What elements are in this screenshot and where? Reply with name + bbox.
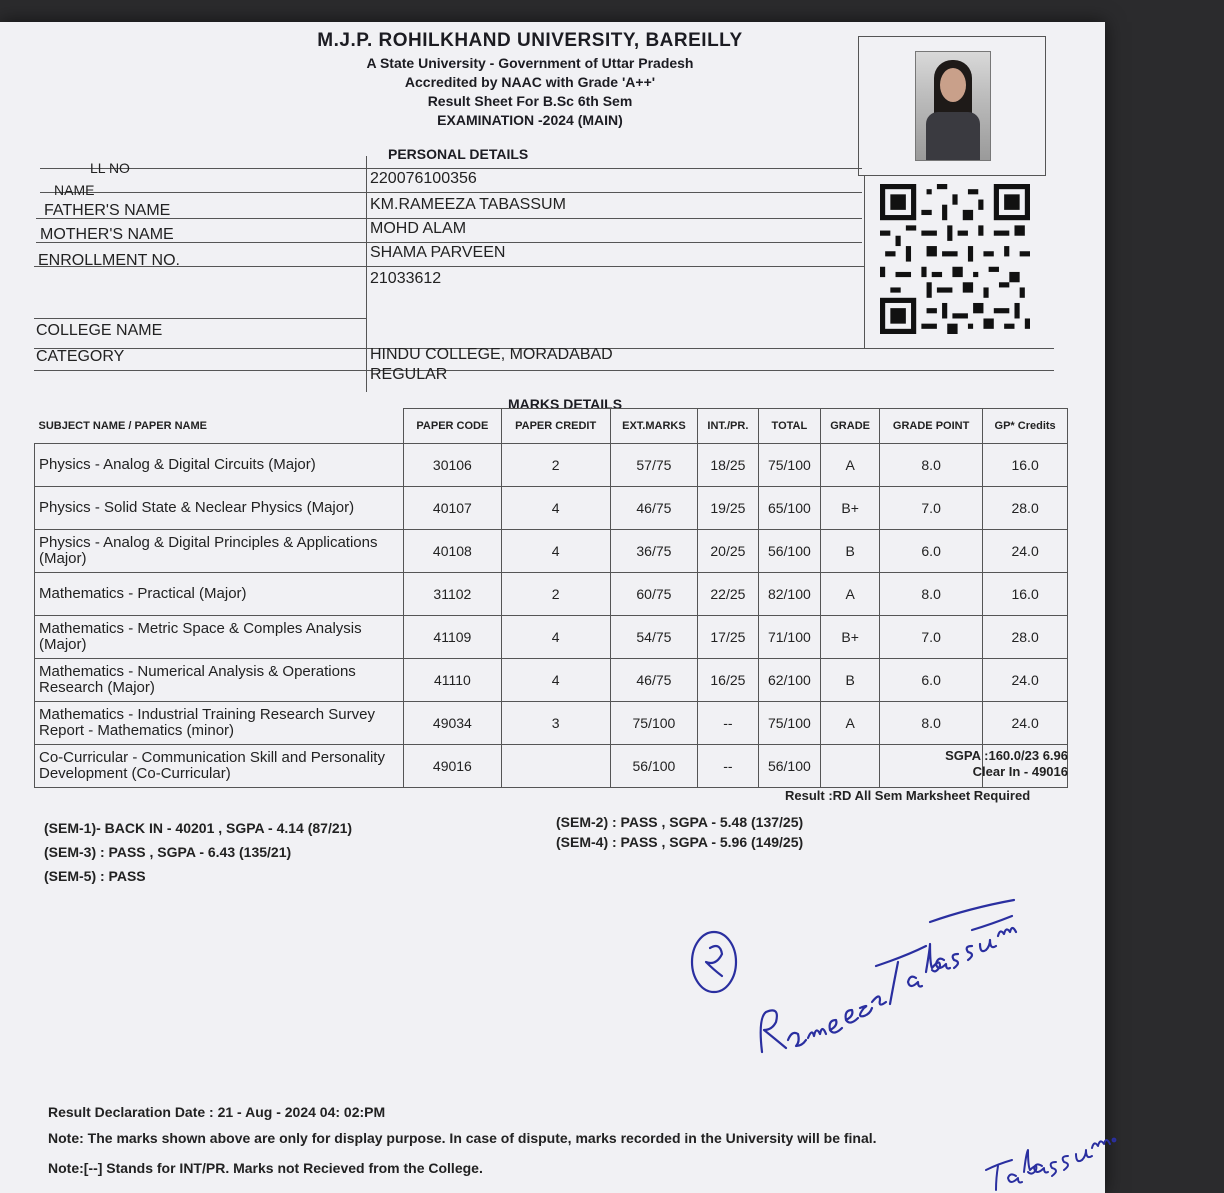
total-marks: 71/100: [758, 616, 821, 659]
int-marks: 20/25: [698, 530, 758, 573]
corner-signature-image: [980, 1124, 1120, 1193]
divider: [34, 370, 1054, 371]
sem-5-result: (SEM-5) : PASS: [44, 868, 146, 884]
mother-name-label: MOTHER'S NAME: [40, 226, 174, 243]
grade-point: 8.0: [880, 573, 983, 616]
int-marks: 22/25: [698, 573, 758, 616]
paper-code: 41110: [404, 659, 502, 702]
total-marks: 82/100: [758, 573, 821, 616]
student-photo: [915, 51, 991, 161]
note-int-pr: Note:[--] Stands for INT/PR. Marks not Recieved from the College.: [48, 1160, 483, 1176]
clear-in-value: Clear In - 49016: [972, 764, 1068, 779]
sem-3-result: (SEM-3) : PASS , SGPA - 6.43 (135/21): [44, 844, 292, 860]
table-row: [35, 530, 1068, 573]
paper-code: 30106: [404, 444, 502, 487]
paper-credit: 2: [501, 573, 610, 616]
gp-credits: 28.0: [983, 616, 1068, 659]
gp-credits: 28.0: [983, 487, 1068, 530]
student-photo-box: [858, 36, 1046, 176]
grade-point: 8.0: [880, 444, 983, 487]
table-row: [35, 702, 1068, 745]
ext-marks: 60/75: [610, 573, 698, 616]
paper-code: 40108: [404, 530, 502, 573]
grade-point: 7.0: [880, 616, 983, 659]
grade: B: [821, 530, 880, 573]
table-row: [35, 659, 1068, 702]
grade: B+: [821, 616, 880, 659]
subject-name: Co-Curricular - Communication Skill and Personality Development (Co-Curricular): [35, 745, 404, 788]
paper-code: 49034: [404, 702, 502, 745]
result-status: Result :RD All Sem Marksheet Required: [785, 788, 1031, 803]
paper-code: 40107: [404, 487, 502, 530]
divider: [864, 176, 865, 348]
column-header: PAPER CODE: [404, 409, 502, 444]
college-name-value: HINDU COLLEGE, MORADABAD: [370, 346, 613, 363]
roll-no-value: 220076100356: [370, 170, 477, 187]
grade-point: 8.0: [880, 702, 983, 745]
total-marks: 75/100: [758, 702, 821, 745]
grade: [821, 745, 880, 788]
marks-header-row: [35, 409, 1068, 444]
roll-no-label: LL NO: [90, 160, 130, 176]
column-header: GP* Credits: [983, 409, 1068, 444]
ext-marks: 56/100: [610, 745, 698, 788]
ext-marks: 46/75: [610, 487, 698, 530]
subject-name: Physics - Analog & Digital Principles & Applications (Major): [35, 530, 404, 573]
gp-credits: 24.0: [983, 530, 1068, 573]
qr-code-icon: [880, 184, 1030, 334]
grade-point: 6.0: [880, 659, 983, 702]
sheet-header: [280, 30, 780, 128]
table-row: [35, 444, 1068, 487]
marks-details-title: MARKS DETAILS: [508, 396, 623, 412]
total-marks: 65/100: [758, 487, 821, 530]
paper-credit: 4: [501, 659, 610, 702]
paper-credit: 4: [501, 530, 610, 573]
ext-marks: 36/75: [610, 530, 698, 573]
ext-marks: 46/75: [610, 659, 698, 702]
int-marks: 17/25: [698, 616, 758, 659]
column-header: TOTAL: [758, 409, 821, 444]
subject-name: Mathematics - Numerical Analysis & Operations Research (Major): [35, 659, 404, 702]
university-status: A State University - Government of Uttar Pradesh: [366, 55, 694, 71]
ext-marks: 75/100: [610, 702, 698, 745]
father-name-value: MOHD ALAM: [370, 220, 467, 237]
column-header: PAPER CREDIT: [501, 409, 610, 444]
table-row: [35, 487, 1068, 530]
result-sheet-title: Result Sheet For B.Sc 6th Sem: [427, 93, 633, 109]
int-marks: --: [698, 745, 758, 788]
note-display-purpose: Note: The marks shown above are only for display purpose. In case of dispute, marks recorded in the University will be final.: [48, 1130, 877, 1146]
gp-credits: 16.0: [983, 573, 1068, 616]
grade: B+: [821, 487, 880, 530]
category-label: CATEGORY: [36, 348, 125, 365]
int-marks: 18/25: [698, 444, 758, 487]
category-value: REGULAR: [370, 366, 448, 383]
divider: [34, 318, 366, 319]
university-name: M.J.P. ROHILKHAND UNIVERSITY, BAREILLY: [317, 30, 743, 51]
name-value: KM.RAMEEZA TABASSUM: [370, 196, 566, 213]
ext-marks: 54/75: [610, 616, 698, 659]
sem-1-result: (SEM-1)- BACK IN - 40201 , SGPA - 4.14 (87/21): [44, 820, 353, 836]
mother-name-value: SHAMA PARVEEN: [370, 244, 506, 261]
paper-credit: 4: [501, 487, 610, 530]
int-marks: 19/25: [698, 487, 758, 530]
grade-point: 7.0: [880, 487, 983, 530]
paper-credit: [501, 745, 610, 788]
name-label: NAME: [54, 182, 95, 198]
int-marks: 16/25: [698, 659, 758, 702]
gp-credits: 16.0: [983, 444, 1068, 487]
subject-name: Mathematics - Industrial Training Research Survey Report - Mathematics (minor): [35, 702, 404, 745]
subject-name: Physics - Solid State & Neclear Physics (Major): [35, 487, 404, 530]
paper-credit: 4: [501, 616, 610, 659]
table-row: [35, 616, 1068, 659]
grade: A: [821, 573, 880, 616]
divider: [40, 192, 862, 193]
grade: B: [821, 659, 880, 702]
total-marks: 75/100: [758, 444, 821, 487]
accreditation: Accredited by NAAC with Grade 'A++': [404, 74, 656, 90]
gp-credits: 24.0: [983, 702, 1068, 745]
result-declaration-date: Result Declaration Date : 21 - Aug - 2024 04: 02:PM: [48, 1104, 386, 1120]
subject-name: Mathematics - Practical (Major): [35, 573, 404, 616]
divider: [366, 156, 367, 392]
paper-code: 49016: [404, 745, 502, 788]
sem-2-result: (SEM-2) : PASS , SGPA - 5.48 (137/25): [556, 814, 804, 830]
int-marks: --: [698, 702, 758, 745]
sem-4-result: (SEM-4) : PASS , SGPA - 5.96 (149/25): [556, 834, 804, 850]
paper-code: 31102: [404, 573, 502, 616]
column-header: EXT.MARKS: [610, 409, 698, 444]
subject-name: Physics - Analog & Digital Circuits (Major): [35, 444, 404, 487]
personal-details-title: PERSONAL DETAILS: [388, 146, 529, 162]
grade-point: 6.0: [880, 530, 983, 573]
examination-title: EXAMINATION -2024 (MAIN): [437, 112, 623, 128]
total-marks: 56/100: [758, 745, 821, 788]
marks-table: [34, 408, 1068, 788]
table-row: [35, 745, 1068, 788]
total-marks: 62/100: [758, 659, 821, 702]
gp-credits: 24.0: [983, 659, 1068, 702]
column-header: INT./PR.: [698, 409, 758, 444]
grade: A: [821, 444, 880, 487]
grade: A: [821, 702, 880, 745]
total-marks: 56/100: [758, 530, 821, 573]
subject-name: Mathematics - Metric Space & Comples Analysis (Major): [35, 616, 404, 659]
column-header: GRADE POINT: [880, 409, 983, 444]
paper-code: 41109: [404, 616, 502, 659]
subject-column-header: SUBJECT NAME / PAPER NAME: [35, 409, 404, 444]
sgpa-summary: [945, 748, 1068, 780]
table-row: [35, 573, 1068, 616]
college-name-label: COLLEGE NAME: [36, 322, 163, 339]
enrollment-value: 21033612: [370, 270, 442, 287]
sgpa-value: SGPA :160.0/23 6.96: [945, 748, 1068, 763]
paper-credit: 3: [501, 702, 610, 745]
signature-image: [680, 890, 1050, 1070]
column-header: GRADE: [821, 409, 880, 444]
enrollment-label: ENROLLMENT NO.: [38, 252, 180, 269]
divider: [40, 168, 862, 169]
paper-credit: 2: [501, 444, 610, 487]
ext-marks: 57/75: [610, 444, 698, 487]
father-name-label: FATHER'S NAME: [44, 202, 171, 219]
